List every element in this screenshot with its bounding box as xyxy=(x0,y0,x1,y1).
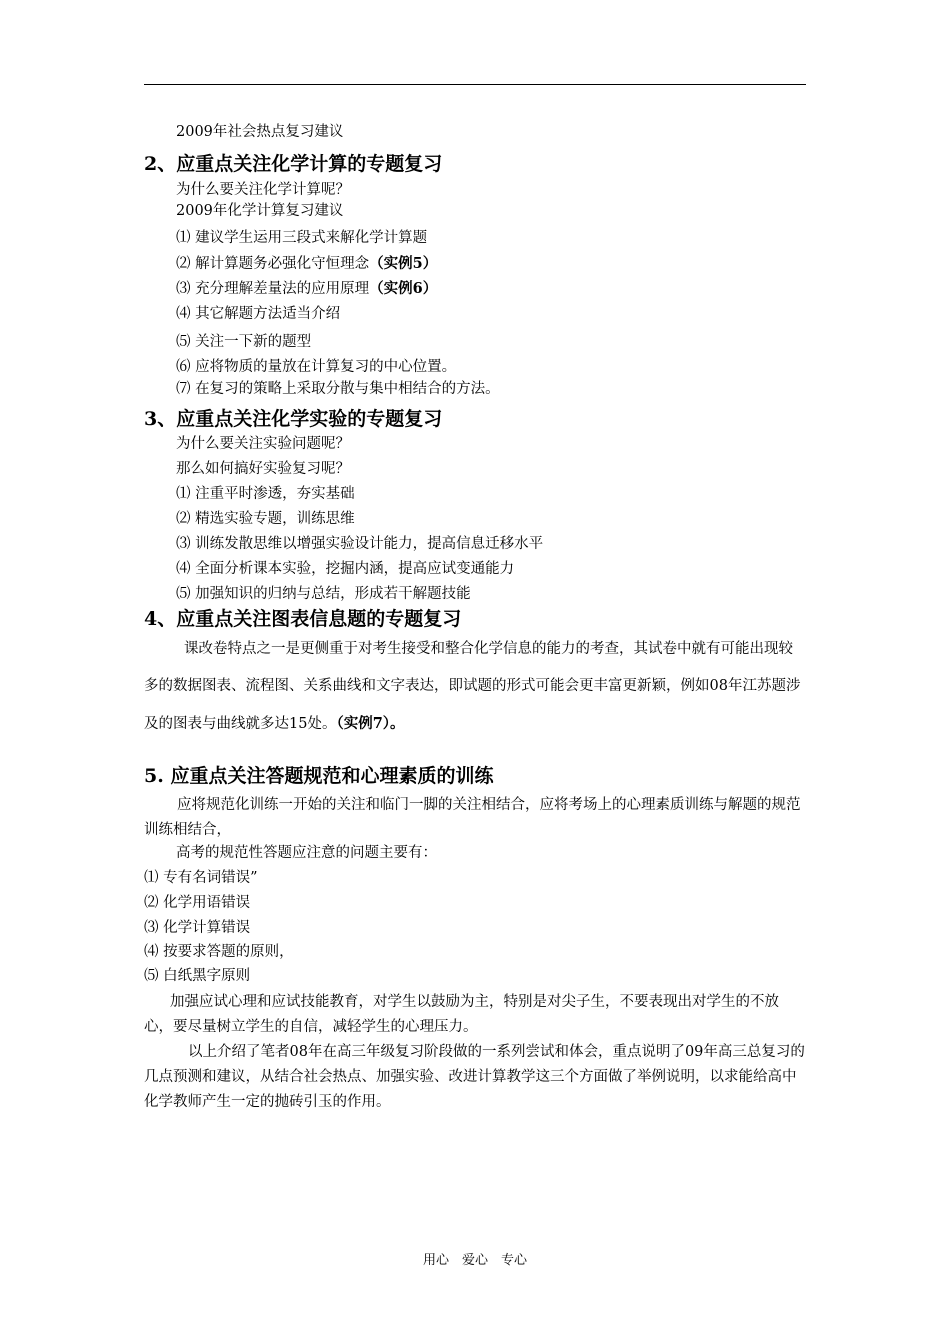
paragraph-text: 课改卷特点之一是更侧重于对考生接受和整合化学信息的能力的考查，其试卷中就有可能出现较多的数据图表、流程图、关系曲线和文字表达，即试题的形式可能会更丰富更新颖，例如08年江苏题涉及的图表与曲线就多达15处。 xyxy=(144,641,801,732)
text-line: 2009年社会热点复习建议 xyxy=(176,124,344,140)
list-item: ⑶ 化学计算错误 xyxy=(144,920,251,936)
list-item: ⑸ 关注一下新的题型 xyxy=(176,334,312,350)
list-item: ⑵ 化学用语错误 xyxy=(144,895,251,911)
list-item-text: ⑵ 解计算题务必强化守恒理念 xyxy=(176,256,370,272)
paragraph: 应将规范化训练一开始的关注和临门一脚的关注相结合，应将考场上的心理素质训练与解题的规范训练相结合， xyxy=(144,797,801,838)
list-item: ⑴ 专有名词错误” xyxy=(144,870,258,886)
list-item xyxy=(176,254,437,274)
section-heading-2: 2、应重点关注化学计算的专题复习 xyxy=(144,153,443,175)
section-heading-3: 3、应重点关注化学实验的专题复习 xyxy=(144,408,443,430)
section-heading-4: 4、应重点关注图表信息题的专题复习 xyxy=(144,608,462,630)
example-ref: （实例7）。 xyxy=(336,715,405,732)
list-item: ⑺ 在复习的策略上采取分散与集中相结合的方法。 xyxy=(176,381,500,397)
list-item: ⑸ 白纸黑字原则 xyxy=(144,968,251,984)
list-item: ⑷ 按要求答题的原则， xyxy=(144,944,294,960)
paragraph: 以上介绍了笔者08年在高三年级复习阶段做的一系列尝试和体会，重点说明了09年高三总复习的几点预测和建议，从结合社会热点、加强实验、改进计算教学这三个方面做了举例说明，以求能给高中化学教师产生一定的抛砖引玉的作用。 xyxy=(144,1044,805,1110)
list-item: ⑵ 精选实验专题，训练思维 xyxy=(176,511,355,527)
paragraph: 加强应试心理和应试技能教育，对学生以鼓励为主，特别是对尖子生，不要表现出对学生的不放心，要尽量树立学生的自信，减轻学生的心理压力。 xyxy=(144,994,779,1035)
section-heading-5: 5. 应重点关注答题规范和心理素质的训练 xyxy=(144,765,494,787)
text-line: 2009年化学计算复习建议 xyxy=(176,203,344,219)
list-item: ⑸ 加强知识的归纳与总结，形成若干解题技能 xyxy=(176,586,471,602)
list-item xyxy=(176,279,437,299)
header-rule xyxy=(144,84,806,85)
paragraph xyxy=(144,631,806,743)
example-ref: （实例5） xyxy=(369,255,438,272)
example-ref: （实例6） xyxy=(369,280,438,297)
text-line: 高考的规范性答题应注意的问题主要有： xyxy=(176,845,437,861)
list-item: ⑷ 其它解题方法适当介绍 xyxy=(176,306,341,322)
text-line: 为什么要关注实验问题呢？ xyxy=(176,436,350,452)
list-item: ⑴ 建议学生运用三段式来解化学计算题 xyxy=(176,230,428,246)
list-item: ⑶ 训练发散思维以增强实验设计能力，提高信息迁移水平 xyxy=(176,536,544,552)
list-item-text: ⑶ 充分理解差量法的应用原理 xyxy=(176,281,370,297)
list-item: ⑴ 注重平时渗透，夯实基础 xyxy=(176,486,355,502)
text-line: 那么如何搞好实验复习呢？ xyxy=(176,461,350,477)
page-footer: 用心 爱心 专心 xyxy=(422,1253,527,1268)
text-line: 为什么要关注化学计算呢？ xyxy=(176,182,350,198)
list-item: ⑹ 应将物质的量放在计算复习的中心位置。 xyxy=(176,359,457,375)
list-item: ⑷ 全面分析课本实验，挖掘内涵，提高应试变通能力 xyxy=(176,561,515,577)
